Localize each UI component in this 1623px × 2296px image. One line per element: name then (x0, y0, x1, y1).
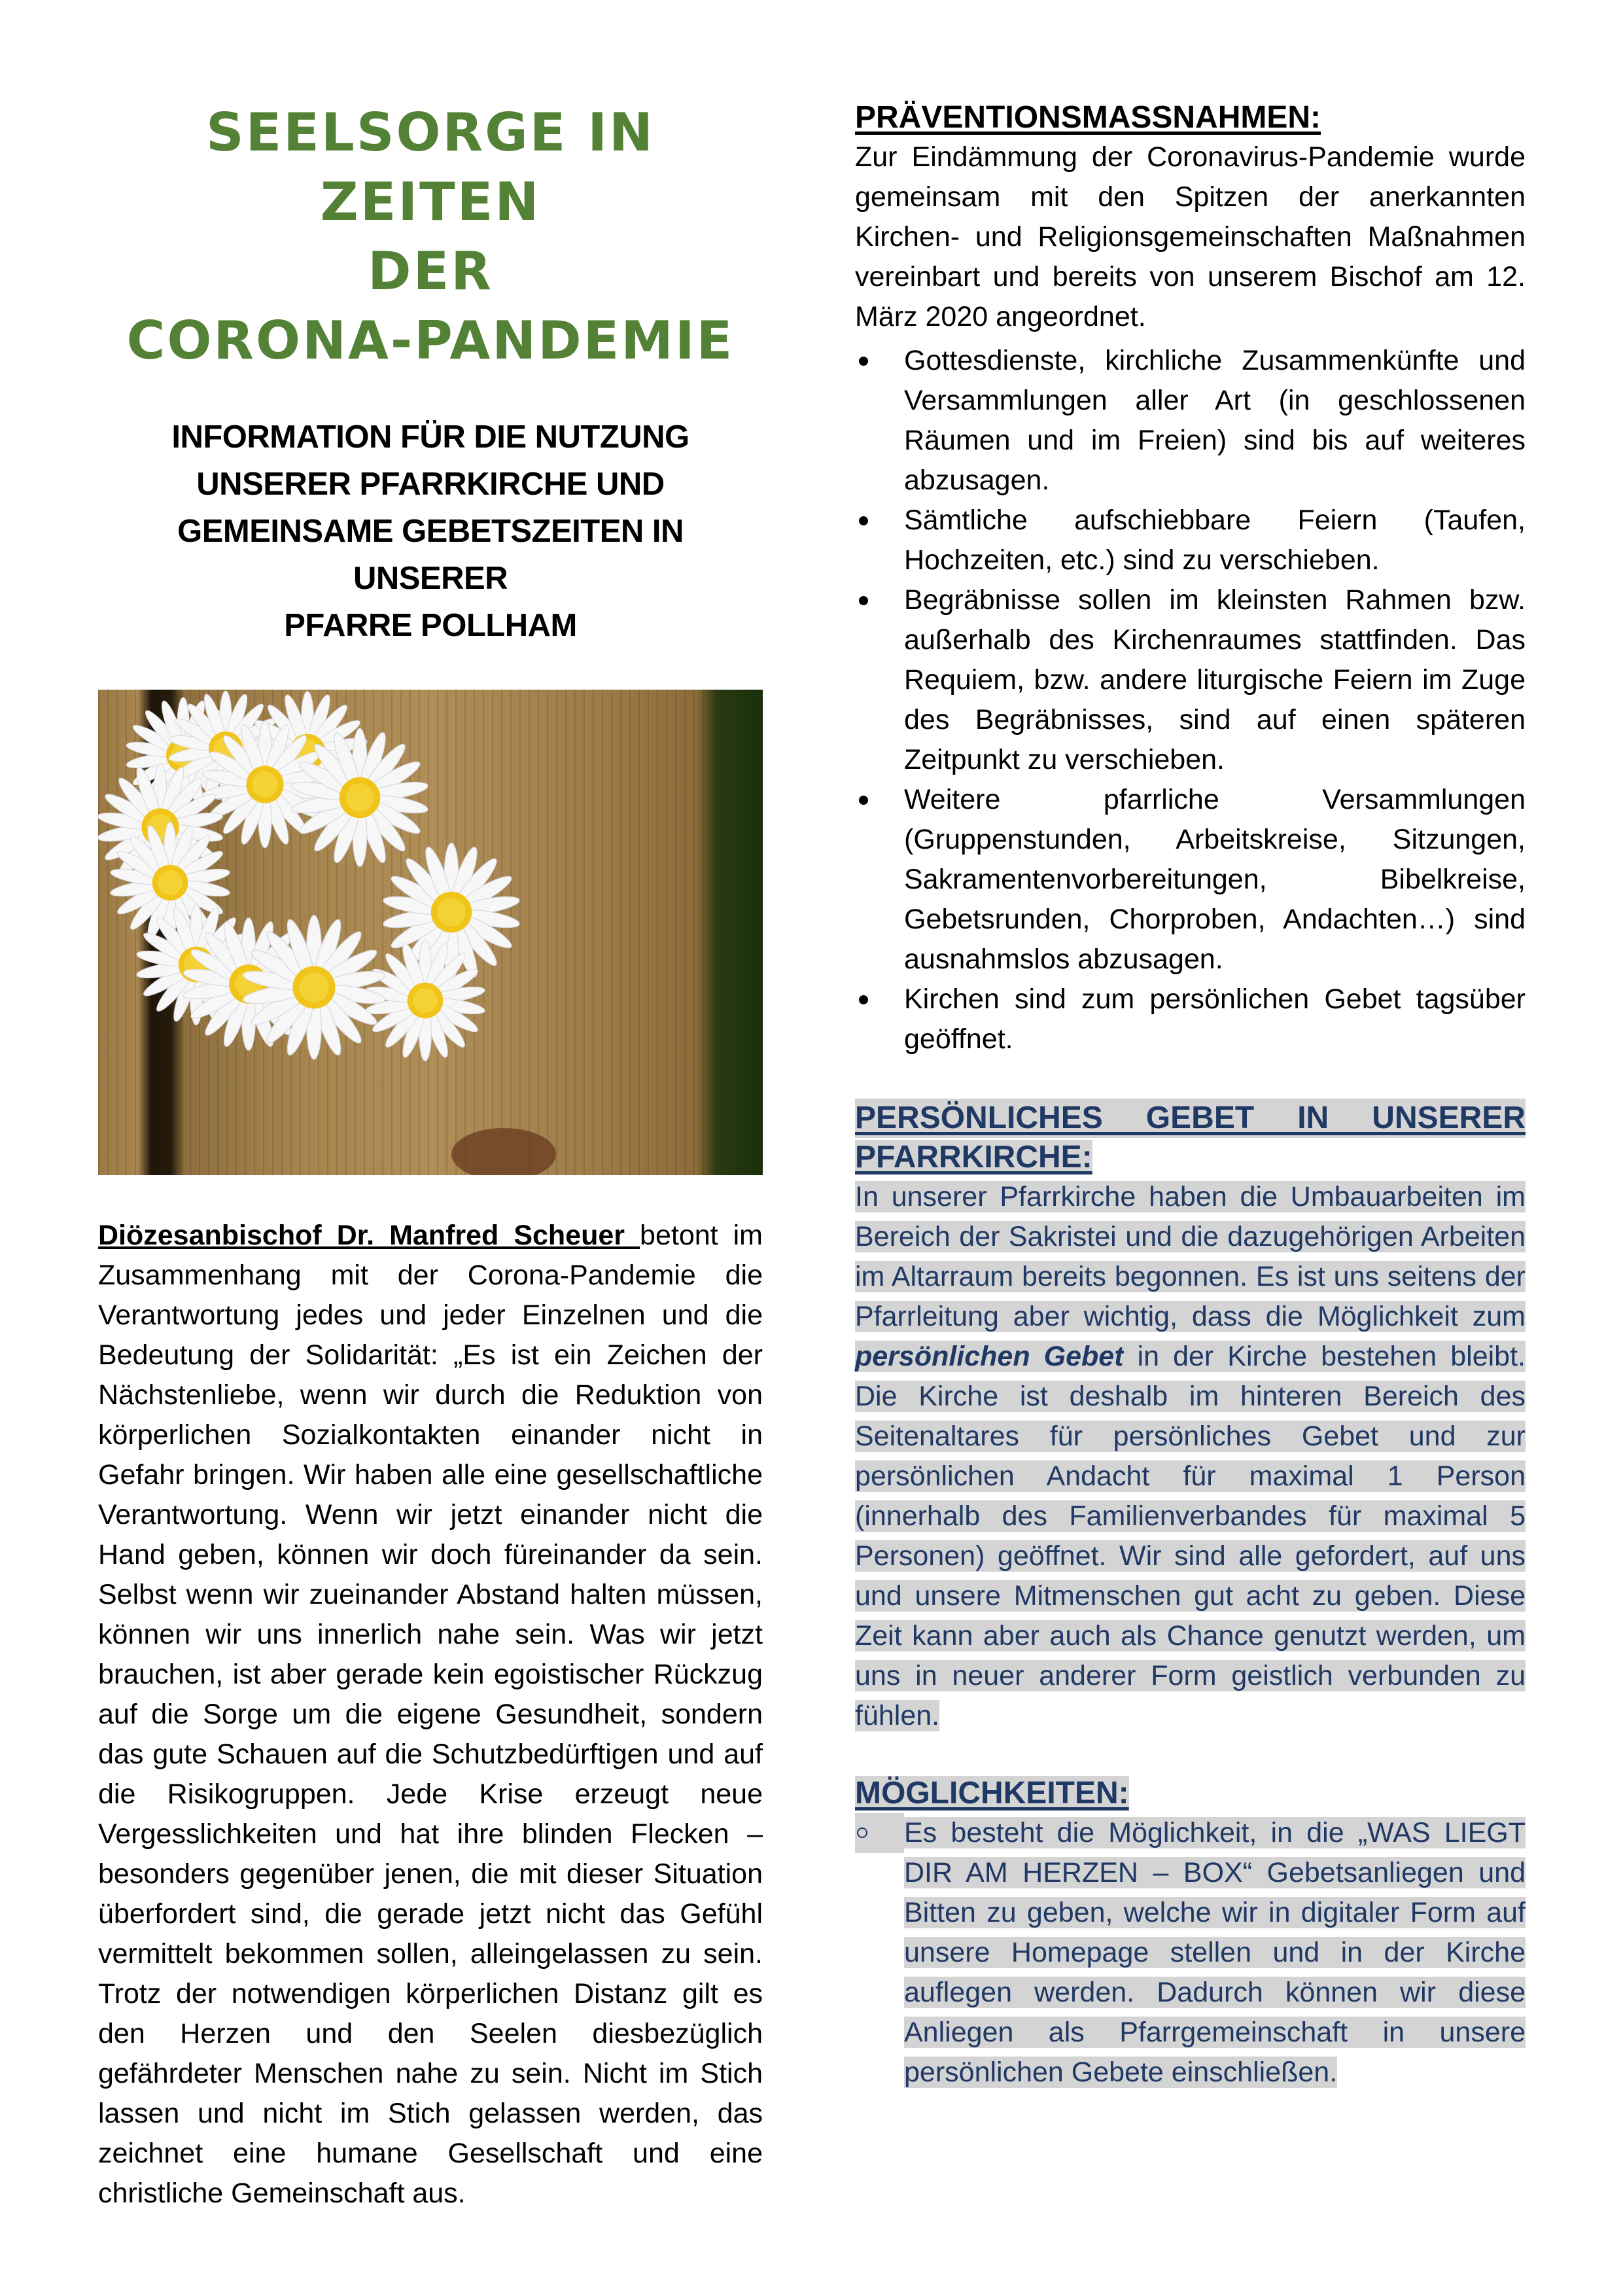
subtitle-line: GEMEINSAME GEBETSZEITEN IN UNSERER (177, 514, 684, 596)
right-column (855, 98, 1526, 2093)
section-moeglichkeiten (855, 1774, 1526, 2093)
daisy-heart-photo (98, 690, 763, 1175)
section-title-gebet (855, 1099, 1526, 1177)
section-title-gebet-line2: PFARRKIRCHE: (855, 1140, 1092, 1174)
statement-text: betont im Zusammenhang mit der Corona-Pandemie die Verantwortung jedes und jeder Einzelnen und die Bedeutung der Solidarität: „Es ist ein Zeichen der Nächstenliebe, wenn wir durch die Reduktion von körperlichen Sozialkontakten einander nicht in Gefahr bringen. Wir haben alle eine gesellschaftliche Verantwortung. Wenn wir jetzt einander nicht die Hand geben, können wir doch füreinander da sein. Selbst wenn wir zueinander Abstand halten müssen, können wir uns innerlich nahe sein. Was wir jetzt brauchen, ist aber gerade kein egoistischer Rückzug auf die Sorge um die eigene Gesundheit, sondern das gute Schauen auf die Schutzbedürftigen und auf die Risikogruppen. Jede Krise erzeugt neue Vergesslichkeiten und hat ihre blinden Flecken – besonders gegenüber jenen, die mit dieser Situation überfordert sind, die gerade jetzt nicht das Gefühl vermittelt bekommen sollen, alleingelassen zu sein. Trotz der notwendigen körperlichen Distanz gilt es den Herzen und den Seelen diesbezüglich gefährdeter Menschen nahe zu sein. Nicht im Stich lassen und nicht im Stich gelassen werden, das zeichnet eine humane Gesellschaft und eine christliche Gemeinschaft aus. (98, 1220, 763, 2209)
list-item-text: Es besteht die Möglichkeit, in die „WAS LIEGT DIR AM HERZEN – BOX“ Gebetsanliegen und Bitten zu geben, welche wir in digitaler Form auf unsere Homepage stellen und in der Kirche auflegen werden. Dadurch können wir diese Anliegen als Pfarrgemeinschaft in unsere persönlichen Gebete einschließen. (904, 1817, 1526, 2088)
section-persoenliches-gebet (855, 1099, 1526, 1736)
bishop-statement (98, 1216, 763, 2214)
subtitle (98, 414, 763, 649)
subtitle-line: PFARRE POLLHAM (284, 608, 577, 643)
gebet-text-part: In unserer Pfarrkirche haben die Umbauarbeiten im Bereich der Sakristei und die dazugehörigen Arbeiten im Altarraum bereits begonnen. Es ist uns seitens der Pfarrleitung aber wichtig, dass die Möglichkeit zum (855, 1181, 1526, 1332)
subtitle-line: INFORMATION FÜR DIE NUTZUNG (171, 419, 689, 455)
moeglichkeiten-list (855, 1813, 1526, 2093)
gebet-text (855, 1177, 1526, 1736)
bullet-icon (859, 516, 868, 525)
section-title-moeglichkeiten-text: MÖGLICHKEITEN: (855, 1776, 1129, 1810)
gebet-emphasis: persönlichen Gebet (855, 1341, 1124, 1372)
praevention-intro: Zur Eindämmung der Coronavirus-Pandemie wurde gemeinsam mit den Spitzen der anerkannten Kirchen- und Religionsgemeinschaften Maßnahmen vereinbart und bereits von unserem Bischof am 12. März 2020 angeordnet. (855, 141, 1526, 332)
main-title (98, 98, 763, 376)
list-item-text: Begräbnisse sollen im kleinsten Rahmen bzw. außerhalb des Kirchenraumes stattfinden. Das Requiem, bzw. andere liturgische Feiern im Zuge des Begräbnisses, sind auf einen späteren Zeitpunkt zu verschieben. (904, 584, 1526, 775)
daisy-heart-icon (98, 690, 763, 1175)
left-column (98, 98, 763, 2214)
circle-bullet-icon (855, 1813, 904, 1853)
list-item-text: Weitere pfarrliche Versammlungen (Gruppenstunden, Arbeitskreise, Sitzungen, Sakramentenvorbereitungen, Bibelkreise, Gebetsrunden, Chorproben, Andachten…) sind ausnahmslos abzusagen. (904, 784, 1526, 975)
list-item-text: Gottesdienste, kirchliche Zusammenkünfte und Versammlungen aller Art (in geschlossenen Räumen und im Freien) sind bis auf weiteres abzusagen. (904, 345, 1526, 496)
section-title-praevention: PRÄVENTIONSMASSNAHMEN: (855, 100, 1321, 135)
main-title-line: DER (368, 241, 493, 302)
list-item (855, 1813, 1526, 2093)
bullet-icon (859, 796, 868, 805)
praevention-list (855, 341, 1526, 1059)
subtitle-line: UNSERER PFARRKIRCHE UND (196, 467, 665, 502)
section-praevention (855, 98, 1526, 1059)
list-item (855, 580, 1526, 780)
list-item-text: Sämtliche aufschiebbare Feiern (Taufen, Hochzeiten, etc.) sind zu verschieben. (904, 504, 1526, 576)
section-title-gebet-line1: PERSÖNLICHES GEBET IN UNSERER (855, 1099, 1526, 1138)
main-title-line: CORONA-PANDEMIE (126, 310, 735, 371)
main-title-line: SEELSORGE IN ZEITEN (206, 102, 655, 232)
gebet-text-part: in der Kirche bestehen bleibt. Die Kirche ist deshalb im hinteren Bereich des Seitenaltares für persönliches Gebet und zur persönlichen Andacht für maximal 1 Person (innerhalb des Familienverbandes für maximal 5 Personen) geöffnet. Wir sind alle gefordert, auf uns und unsere Mitmenschen gut acht zu geben. Diese Zeit kann aber auch als Chance genutzt werden, um uns in neuer anderer Form geistlich verbunden zu fühlen. (855, 1341, 1526, 1731)
list-item-text: Kirchen sind zum persönlichen Gebet tagsüber geöffnet. (904, 983, 1526, 1055)
list-item (855, 780, 1526, 980)
list-item (855, 341, 1526, 501)
section-title-moeglichkeiten (855, 1774, 1526, 1813)
bullet-icon (859, 357, 868, 366)
bullet-icon (859, 596, 868, 605)
list-item (855, 980, 1526, 1059)
bullet-icon (859, 995, 868, 1004)
list-item (855, 501, 1526, 580)
author-name: Diözesanbischof Dr. Manfred Scheuer (98, 1220, 640, 1251)
